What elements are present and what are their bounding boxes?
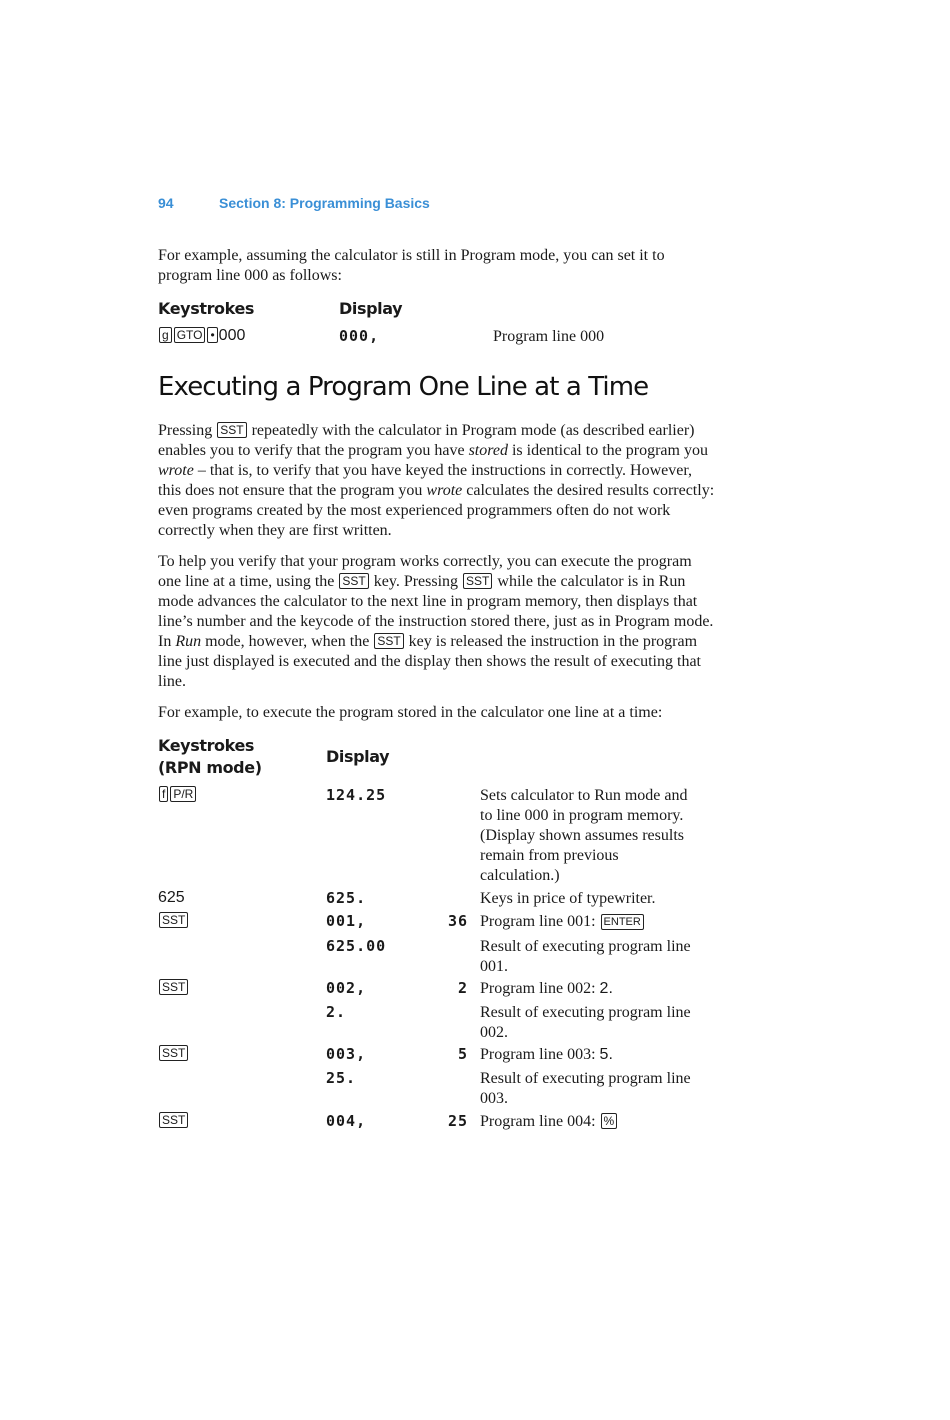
p2-text-c: while the calculator is in Run mode advances the calculator to the next line in program memory, then displays that line’s number and the keycode of the instruction stored there, just as in Program mode. In: [158, 573, 714, 650]
row-display: 003,: [326, 1045, 367, 1063]
table-row: [158, 979, 718, 999]
row-display: 625.: [326, 889, 367, 907]
table1-col-display: Display: [339, 299, 403, 318]
desc-line: 001.: [480, 958, 508, 975]
row-display: 124.25: [326, 786, 387, 804]
p1-emphasis-wrote: wrote: [158, 462, 194, 479]
key-gto: GTO: [174, 327, 206, 343]
row-description: [480, 979, 613, 999]
section-name: Section 8: Programming Basics: [219, 195, 430, 211]
row-description: Keys in price of typewriter.: [480, 890, 656, 907]
row-keystrokes: [158, 786, 197, 804]
p1-emphasis-stored: stored: [468, 442, 508, 459]
paragraph-1: [158, 421, 718, 541]
row-description: [480, 1045, 613, 1065]
running-header: [158, 195, 430, 211]
table-row: [158, 1069, 718, 1107]
row-description: [480, 1069, 720, 1109]
key-f: f: [159, 786, 168, 802]
p2-text-d: mode, however, when the: [205, 633, 370, 650]
desc-line: to line 000 in program memory.: [480, 807, 684, 824]
desc-prefix: Program line 004:: [480, 1113, 596, 1130]
desc-prefix: Program line 001:: [480, 913, 596, 930]
key-sst: SST: [339, 573, 368, 589]
table-row: [158, 1045, 718, 1065]
table2-col-rpn-mode: (RPN mode): [158, 758, 262, 777]
row-keycode: 36: [447, 912, 468, 930]
table-row: [158, 786, 718, 884]
table-row: [158, 912, 718, 932]
desc-value: 5.: [599, 1046, 613, 1063]
key-percent: %: [601, 1113, 618, 1129]
desc-line: (Display shown assumes results: [480, 827, 684, 844]
p2-text-b: key. Pressing: [373, 573, 459, 590]
desc-line: Sets calculator to Run mode and: [480, 787, 688, 804]
row-description: [480, 937, 720, 977]
page-number: 94: [158, 195, 174, 211]
p2-text-e: key is released the instruction in the program line just displayed is executed and the display then shows the result of executing that line.: [158, 633, 701, 690]
key-decimal-point: •: [207, 327, 217, 343]
row-description: [480, 786, 720, 886]
desc-value: 2.: [599, 980, 613, 997]
row-keystrokes: [158, 1112, 189, 1130]
key-sst: SST: [159, 1045, 188, 1061]
row-description: [480, 912, 645, 932]
p2-text-a: To help you verify that your program works correctly, you can execute the program one line at a time, using the: [158, 553, 692, 590]
table-row: [158, 1003, 718, 1041]
table1-row: [158, 327, 718, 347]
p1-text-a: Pressing: [158, 422, 213, 439]
row-display: 004,: [326, 1112, 367, 1130]
desc-line: remain from previous: [480, 847, 619, 864]
table-row: [158, 937, 718, 975]
key-sst: SST: [217, 422, 246, 438]
row-keycode: 25: [447, 1112, 468, 1130]
row-keycode: 5: [457, 1045, 468, 1063]
table-row: [158, 889, 718, 909]
key-p-r: P/R: [170, 786, 196, 802]
table2-header: [158, 735, 718, 779]
p1-text-d: – that is, to verify that you have keyed the instructions in correctly. However, this does not ensure that the program you: [158, 462, 693, 499]
p2-emphasis-run: Run: [175, 633, 202, 650]
key-sst: SST: [159, 912, 188, 928]
table-row: [158, 1112, 718, 1132]
key-sst: SST: [159, 979, 188, 995]
key-g: g: [159, 327, 172, 343]
key-sst: SST: [374, 633, 403, 649]
row-display: 2.: [326, 1003, 347, 1021]
paragraph-2: [158, 552, 718, 692]
intro-paragraph: For example, assuming the calculator is still in Program mode, you can set it to program line 000 as follows:: [158, 247, 665, 284]
table1-col-keystrokes: Keystrokes: [158, 299, 255, 318]
key-sst: SST: [159, 1112, 188, 1128]
row-keystrokes: [158, 979, 189, 997]
p1-text-c: is identical to the program you: [511, 442, 708, 459]
desc-line: 003.: [480, 1090, 508, 1107]
keystroke-digits: 000: [218, 327, 246, 344]
desc-line: Result of executing program line: [480, 1004, 691, 1021]
p1-text-e: calculates the desired results correctly: even programs created by the most experienced programmers often do not work correctly when they are first written.: [158, 482, 715, 539]
key-sst: SST: [463, 573, 492, 589]
row-description: [480, 1112, 618, 1132]
key-enter: ENTER: [601, 914, 644, 930]
p1-emphasis-wrote-2: wrote: [426, 482, 463, 499]
desc-line: 002.: [480, 1024, 508, 1041]
row-keycode: 2: [457, 979, 468, 997]
row-entry: 625: [158, 889, 185, 906]
desc-prefix: Program line 003:: [480, 1046, 596, 1063]
desc-prefix: Program line 002:: [480, 980, 596, 997]
section-title: Executing a Program One Line at a Time: [158, 372, 649, 402]
table2-col-keystrokes: Keystrokes: [158, 736, 255, 755]
row-keystrokes: [158, 1045, 189, 1063]
p1-text-b: repeatedly with the calculator in Program mode (as described earlier) enables you to verify that the program you have: [158, 422, 695, 459]
row-display: 001,: [326, 912, 367, 930]
row-display: 002,: [326, 979, 367, 997]
row-keystrokes: [158, 912, 189, 930]
table1-header: [158, 298, 718, 320]
row-display: 25.: [326, 1069, 357, 1087]
row-display: 625.00: [326, 937, 387, 955]
desc-line: Result of executing program line: [480, 1070, 691, 1087]
table1-display: 000,: [339, 327, 380, 345]
table1-keystrokes: [158, 327, 245, 345]
paragraph-3: For example, to execute the program stored in the calculator one line at a time:: [158, 704, 663, 721]
desc-line: Result of executing program line: [480, 938, 691, 955]
desc-line: calculation.): [480, 867, 560, 884]
row-description: [480, 1003, 720, 1043]
table2-col-display: Display: [326, 747, 390, 766]
table1-description: Program line 000: [493, 328, 605, 345]
